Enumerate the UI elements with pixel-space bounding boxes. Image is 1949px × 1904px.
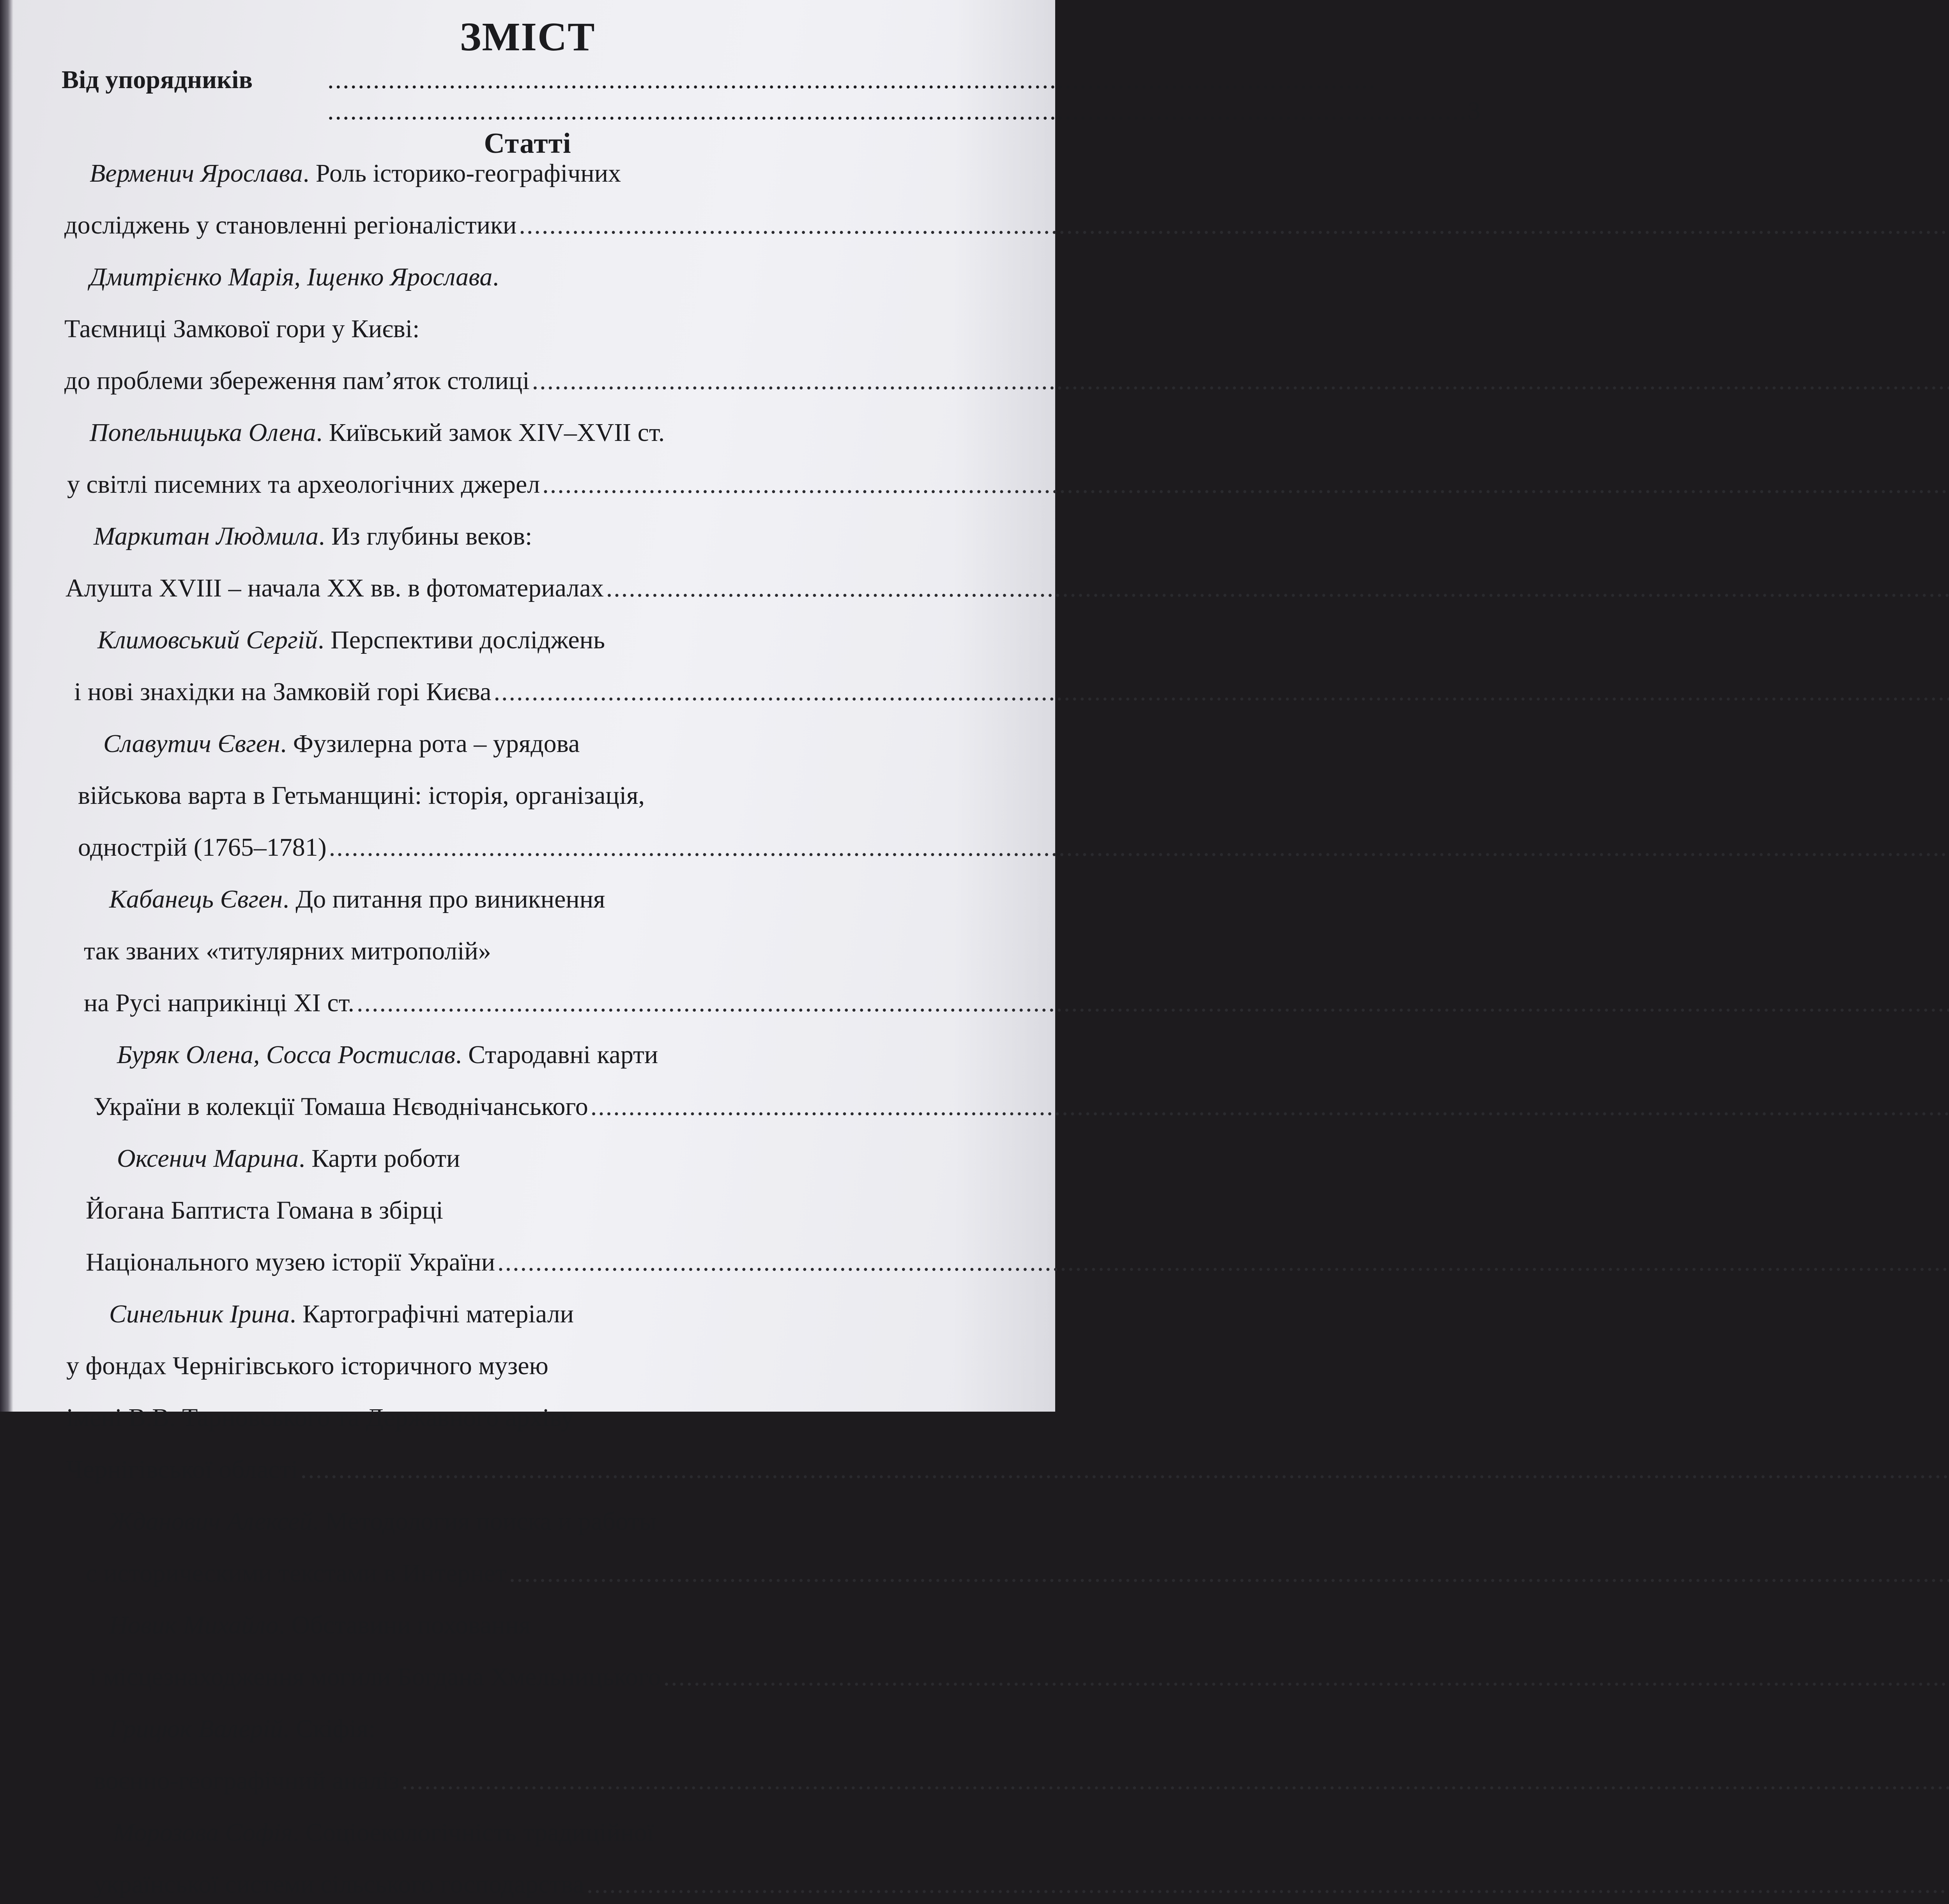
toc-entry-text: так званих «титулярних митрополій» (84, 937, 491, 965)
toc-entry-final-line (94, 1865, 930, 1904)
leader-dots (663, 1658, 1949, 1697)
toc-entry-final-line (66, 1450, 919, 1489)
toc-entry-line (90, 413, 665, 452)
toc-entry-text: Національного музею історії України (86, 1248, 495, 1276)
toc-entry-line (109, 880, 605, 919)
leader-dots (519, 206, 1949, 245)
toc-entry-final-line (94, 1087, 914, 1126)
toc-entry-author: Попельницька Олена (90, 418, 316, 447)
toc-entry-text: Йогана Баптиста Гомана в збірці (86, 1196, 443, 1225)
toc-entry-final-line (94, 1761, 928, 1800)
toc-entry-text: воєнно-географічний аналіз (94, 1766, 400, 1795)
toc-entry-text: . Карти роботи (299, 1144, 460, 1173)
toc-entry-line (84, 932, 491, 971)
toc-entry-text: Таємниці Замкової гори у Києві: (64, 315, 420, 343)
toc-entry-author: Маркитан Людмила (94, 522, 318, 550)
toc-entry-text: . Фузилерна рота – урядова (280, 729, 580, 758)
toc-entry-final-line (90, 1658, 926, 1697)
toc-entry-final-line (86, 1554, 922, 1593)
toc-entry-line (117, 1139, 460, 1178)
page-title: ЗМІСТ (460, 14, 596, 59)
toc-entry-line (97, 621, 605, 660)
toc-entry-final-line (64, 361, 893, 400)
toc-entry-text: . Роль історико-географічних (302, 159, 621, 188)
toc-entry-text: . Київський замок XIV–XVII ст. (316, 418, 665, 447)
toc-entry-text: у світлі писемних та археологічних джерел (67, 470, 540, 499)
toc-entry-text: . Соціоекологічність традиційної (293, 1818, 654, 1847)
toc-entry-author: Буряк Олена, Сосса Ростислав (117, 1040, 456, 1069)
leader-dots (401, 1761, 1949, 1800)
toc-entry-final-line (84, 984, 910, 1023)
leader-dots (606, 569, 1949, 608)
toc-entry-text: до проблеми збереження пам’яток столиці (64, 366, 530, 395)
toc-entry-line (90, 258, 499, 297)
toc-entry-text: однострій (1765–1781) (78, 833, 327, 862)
toc-entry-text: . Перспективи досліджень (318, 626, 605, 654)
toc-entry-final-line (74, 672, 904, 711)
toc-entry-author: Оксенич Марина (117, 1144, 299, 1173)
toc-entry-line (78, 776, 645, 815)
toc-entry-author: Славутич Євген (103, 729, 280, 758)
toc-entry-line (103, 724, 580, 763)
toc-entry-text: . До питання про виникнення (283, 885, 605, 913)
toc-entry-text: України в колекції Томаша Нєводнічанського (94, 1092, 588, 1121)
leader-dots (509, 1554, 1949, 1593)
toc-entry-author: Жданович Алексей (109, 1507, 313, 1536)
toc-entry-line (109, 1606, 531, 1645)
toc-entry-author: Климовський Сергій (97, 626, 318, 654)
toc-entry-final-line (65, 569, 897, 608)
toc-entry-author: Верменич Ярослава (90, 159, 303, 188)
section-title: Статті (484, 127, 571, 159)
toc-entry-line (66, 1347, 548, 1386)
intro-page-number: 3 (1468, 97, 1480, 125)
toc-entry-line (66, 1398, 574, 1437)
toc-entry-text: . Картографічні матеріали (290, 1300, 574, 1328)
toc-entry-author: Синельник Ірина (109, 1300, 290, 1328)
toc-entry-author: Кабанець Євген (109, 885, 283, 913)
toc-entry-text: на Русі наприкінці XI ст. (84, 989, 355, 1017)
toc-entry-text: військова варта в Гетьманщині: історія, організація, (78, 781, 645, 810)
leader-dots (329, 828, 1949, 867)
toc-entry-final-line (67, 465, 893, 504)
leader-dots (542, 465, 1949, 504)
toc-entry-final-line (64, 206, 891, 245)
toc-entry-text: української системи сільського господарства (94, 1870, 584, 1899)
leader-dots (591, 1087, 1949, 1126)
toc-entry-author: Грицюк Валерій (109, 1715, 283, 1743)
leader-dots (357, 984, 1949, 1023)
toc-entry-text: досліджень у становленні регіоналістики (64, 211, 517, 239)
leader-dots (532, 361, 1949, 400)
toc-entry-line (113, 1813, 654, 1852)
toc-entry-final-line (78, 828, 908, 867)
toc-entry-text: . Обставини поховання (278, 1611, 531, 1639)
toc-entry-text: . Методология поиска и работы (312, 1507, 657, 1536)
leader-dots (587, 1865, 1949, 1904)
toc-entry-text: . (492, 263, 499, 291)
toc-entry-author: Морозова Софія (113, 1818, 293, 1847)
leader-dots (497, 1243, 1949, 1282)
toc-entry-text: . Из глубины веков: (318, 522, 532, 550)
toc-entry-line (64, 310, 420, 349)
toc-entry-text: і місцезнаходження могили Богдана Хмельницького (90, 1663, 661, 1691)
leader-dots (301, 1450, 1949, 1489)
toc-entry-text: у фондах Чернігівського історичного музею (66, 1352, 548, 1380)
toc-entry-line (109, 1295, 574, 1334)
toc-entry-text: Алушта XVIII – начала XX вв. в фотоматериалах (65, 574, 604, 602)
toc-entry-text: . Стародавні карти (455, 1040, 658, 1069)
toc-entry-text: . Скіфія: (283, 1715, 376, 1743)
intro-label: Від упорядників (62, 65, 253, 94)
toc-entry-text: імені В.В. Тарновського та Державного архіву (66, 1403, 574, 1432)
toc-entry-line (90, 154, 621, 193)
toc-entry-text: с историческими текстами в Интернет (86, 1559, 507, 1587)
toc-entry-line (94, 517, 532, 556)
toc-entry-final-line (86, 1243, 916, 1282)
toc-entry-line (117, 1035, 658, 1074)
toc-entry-line (109, 1709, 375, 1748)
toc-entry-author: Дмитрієнко Марія, Іщенко Ярослава (90, 263, 493, 291)
toc-entry-line (109, 1502, 656, 1541)
toc-entry-text: і нові знахідки на Замковій горі Києва (74, 678, 492, 706)
toc-entry-text: Чернігівської області (66, 1455, 298, 1484)
leader-dots (493, 672, 1949, 711)
toc-entry-line (86, 1191, 443, 1230)
toc-entry-author: Новик Михайло (109, 1611, 279, 1639)
